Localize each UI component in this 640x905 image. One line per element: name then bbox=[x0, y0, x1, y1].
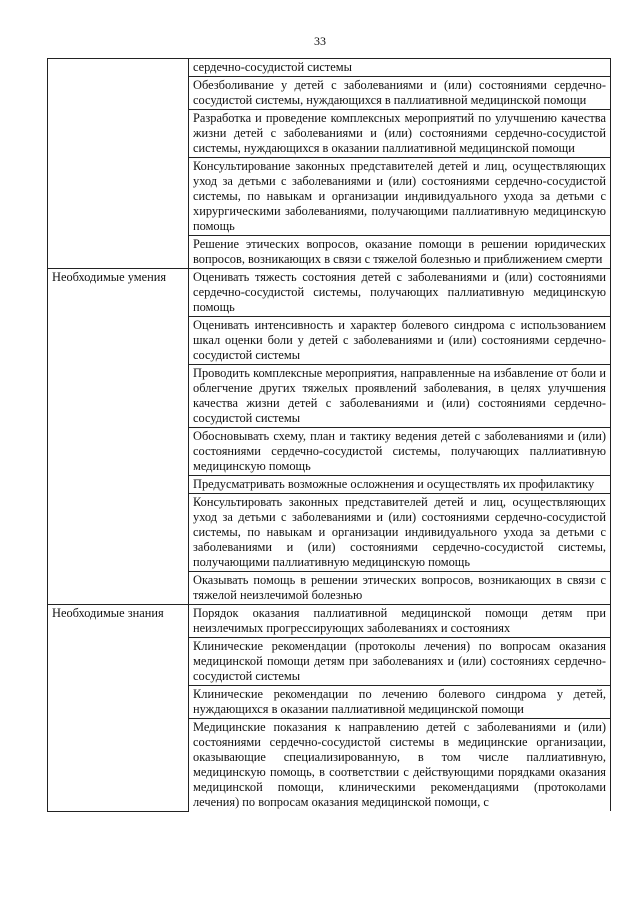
requirement-item: Предусматривать возможные осложнения и осуществлять их профилактику bbox=[189, 476, 611, 494]
section-label: Необходимые знания bbox=[48, 605, 189, 812]
page-number: 33 bbox=[314, 34, 326, 48]
requirement-item: Медицинские показания к направлению детей с заболеваниями и (или) состояниями сердечно-сосудистой системы в медицинские организации, оказывающие специализированную, в том числе паллиативную, медицинскую помощь, в соответствии с действующими порядками оказания медицинской помощи, клиническими рекомендациями (протоколами лечения) по вопросам оказания медицинской помощи, с bbox=[189, 719, 611, 812]
requirement-item: Консультирование законных представителей детей и лиц, осуществляющих уход за детьми с заболеваниями и (или) состояниями сердечно-сосудистой системы, по навыкам и организации индивидуального ухода за детьми с хирургическими заболеваниями, получающими паллиативную медицинскую помощь bbox=[189, 158, 611, 236]
section-label bbox=[48, 59, 189, 269]
requirement-item: Клинические рекомендации (протоколы лечения) по вопросам оказания медицинской помощи детям при заболеваниях и (или) состояниях сердечно-сосудистой системы bbox=[189, 638, 611, 686]
requirement-item: Обосновывать схему, план и тактику ведения детей с заболеваниями и (или) состояниями сердечно-сосудистой системы, получающих паллиативную медицинскую помощь bbox=[189, 428, 611, 476]
requirement-item: Проводить комплексные мероприятия, направленные на избавление от боли и облегчение других тяжелых проявлений заболевания, в целях улучшения качества жизни детей с заболеваниями и (или) состояниями сердечно-сосудистой системы bbox=[189, 365, 611, 428]
requirement-item: Клинические рекомендации по лечению болевого синдрома у детей, нуждающихся в оказании паллиативной медицинской помощи bbox=[189, 686, 611, 719]
requirement-item: сердечно-сосудистой системы bbox=[189, 59, 611, 77]
requirement-item: Оценивать интенсивность и характер болевого синдрома с использованием шкал оценки боли у детей с заболеваниями и (или) состояниями сердечно-сосудистой системы bbox=[189, 317, 611, 365]
competency-table bbox=[47, 58, 611, 812]
requirement-item: Решение этических вопросов, оказание помощи в решении юридических вопросов, возникающих в связи с тяжелой болезнью и приближением смерти bbox=[189, 236, 611, 269]
requirement-item: Разработка и проведение комплексных мероприятий по улучшению качества жизни детей с заболеваниями и (или) состояниями сердечно-сосудистой системы, нуждающихся в оказании паллиативной медицинской помощи bbox=[189, 110, 611, 158]
section-label: Необходимые умения bbox=[48, 269, 189, 605]
requirement-item: Оценивать тяжесть состояния детей с заболеваниями и (или) состояниями сердечно-сосудистой системы, получающих паллиативную медицинскую помощь bbox=[189, 269, 611, 317]
table-row bbox=[48, 605, 611, 638]
competency-table-body bbox=[48, 59, 611, 812]
requirement-item: Обезболивание у детей с заболеваниями и (или) состояниями сердечно-сосудистой системы, нуждающихся в паллиативной медицинской помощи bbox=[189, 77, 611, 110]
table-row bbox=[48, 59, 611, 77]
requirement-item: Консультировать законных представителей детей и лиц, осуществляющих уход за детьми с заболеваниями и (или) состояниями сердечно-сосудистой системы, по навыкам и организации индивидуального ухода за детьми с заболеваниями и (или) состояниями сердечно-сосудистой системы, получающими паллиативную медицинскую помощь bbox=[189, 494, 611, 572]
requirement-item: Порядок оказания паллиативной медицинской помощи детям при неизлечимых прогрессирующих заболеваниях и состояниях bbox=[189, 605, 611, 638]
requirement-item: Оказывать помощь в решении этических вопросов, возникающих в связи с тяжелой неизлечимой болезнью bbox=[189, 572, 611, 605]
table-row bbox=[48, 269, 611, 317]
